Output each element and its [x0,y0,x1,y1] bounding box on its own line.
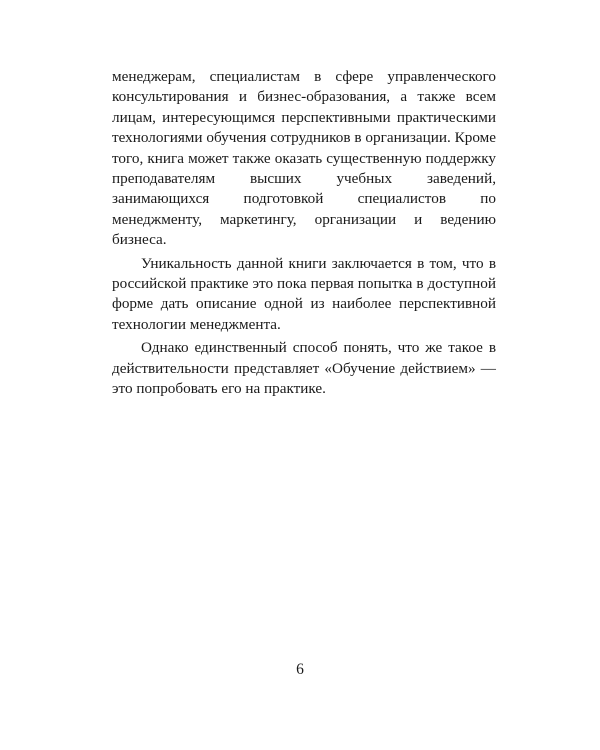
text-line: технологиями обучения сотрудников в организации. Кроме [112,129,496,147]
text-line: действительности представляет «Обучение действием» — [112,359,496,377]
text-line: менеджменту, маркетингу, организации и ведению [112,210,496,228]
text-line: менеджерам, специалистам в сфере управленческого [112,68,496,85]
paragraph-3 [112,338,496,399]
text-line: бизнеса. [112,231,167,249]
text-line: российской практике это пока первая попытка в доступной [112,275,496,293]
body-text [112,67,496,403]
text-line: занимающихся подготовкой специалистов по [112,190,496,208]
text-line: Однако единственный способ понять, что же такое в [141,339,496,357]
text-line: лицам, интересующимся перспективными практическими [112,108,496,126]
text-line: технологии менеджмента. [112,315,281,333]
text-line: того, книга может также оказать существенную поддержку [112,149,496,167]
text-line: Уникальность данной книги заключается в том, что в [141,254,496,272]
page-number: 6 [296,661,304,678]
text-line: преподавателям высших учебных заведений, [112,170,496,188]
paragraph-2 [112,254,496,336]
text-line: это попробовать его на практике. [112,380,326,398]
text-line: форме дать описание одной из наиболее перспективной [112,295,496,313]
paragraph-1 [112,67,496,251]
text-line: консультирования и бизнес-образования, а также всем [112,88,496,106]
